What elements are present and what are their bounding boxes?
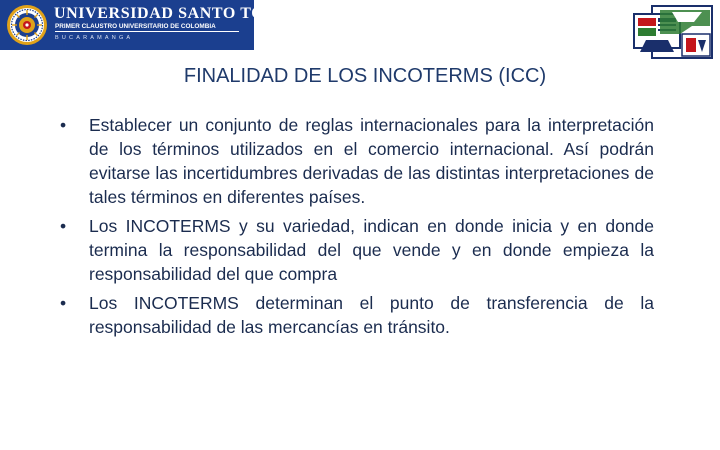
bullet-text: Los INCOTERMS y su variedad, indican en donde inicia y en donde termina la responsabilidad del que vende y en donde empieza la responsabilidad del que compra [89,216,654,284]
university-logo-banner [0,0,302,50]
bullet-text: Establecer un conjunto de reglas internacionales para la interpretación de los términos utilizados en el comercio internacional. Así podrán evitarse las incertidumbres derivadas de las distintas interpretaciones de tales términos en diferentes países. [89,115,654,207]
bullet-item [60,113,654,209]
logo-divider [55,31,239,32]
university-subtitle: PRIMER CLAUSTRO UNIVERSITARIO DE COLOMBIA [55,23,216,30]
bullet-marker: • [60,115,67,135]
bullet-item [60,214,654,286]
bullet-marker: • [60,293,67,313]
bullet-list [60,113,654,344]
university-city: BUCARAMANGA [55,35,134,41]
bullet-text: Los INCOTERMS determinan el punto de transferencia de la responsabilidad de las mercancías en tránsito. [89,293,654,337]
documents-flags-icon [632,4,714,62]
slide-title: FINALIDAD DE LOS INCOTERMS (ICC) [183,65,547,87]
bullet-item [60,291,654,339]
university-name: UNIVERSIDAD SANTO TOMAS [54,5,302,22]
bullet-marker: • [60,216,67,236]
university-seal-icon [6,4,48,46]
